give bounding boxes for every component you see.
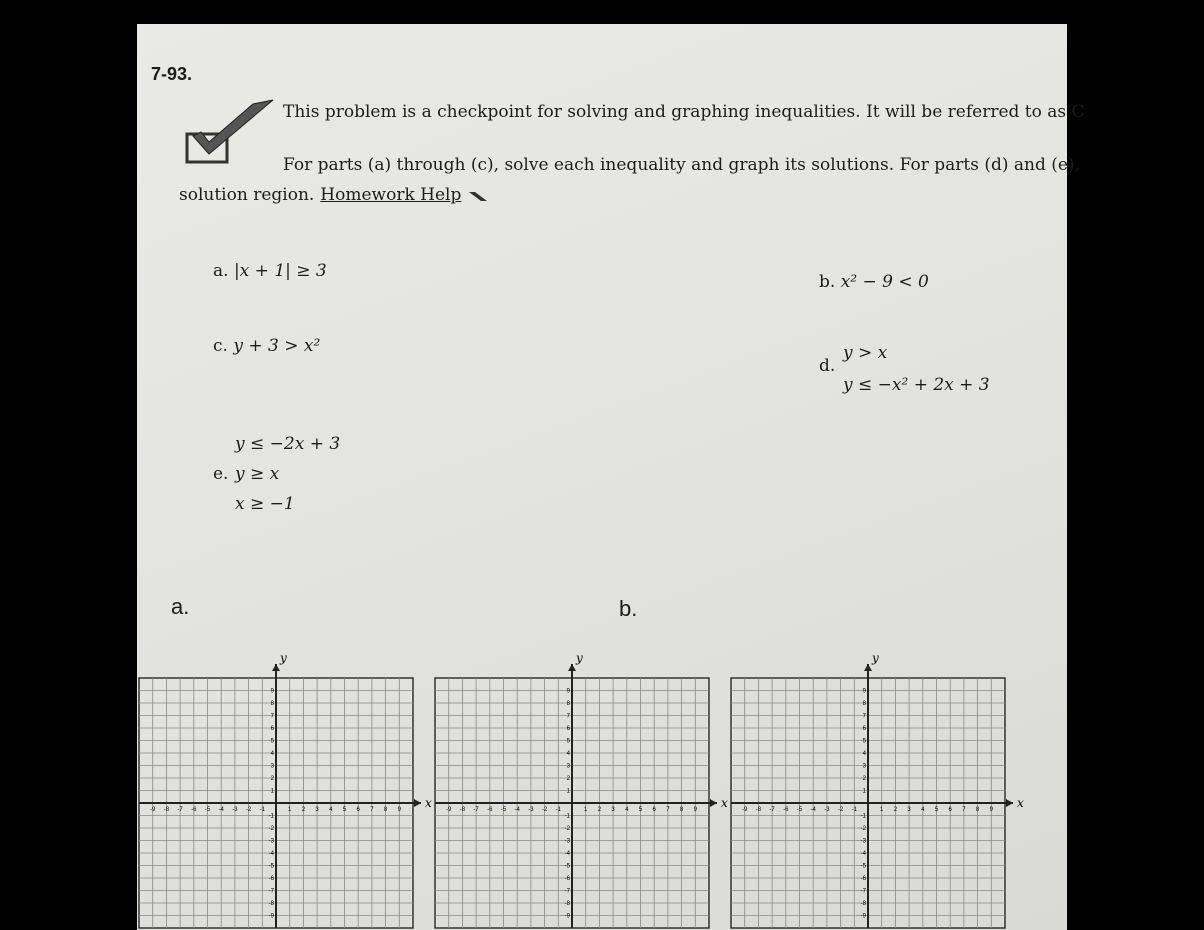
y-tick-label: -5 (268, 863, 274, 870)
y-tick-label: -8 (564, 901, 570, 907)
checkpoint-icon (183, 96, 278, 166)
x-tick-label: -6 (487, 807, 493, 813)
part-d-line1: y > x (843, 343, 888, 363)
y-tick-label: -3 (268, 838, 274, 845)
y-tick-label: -1 (268, 813, 274, 820)
y-tick-label: -3 (860, 838, 866, 845)
y-tick-label: 9 (862, 688, 866, 695)
coordinate-grid-b[interactable] (433, 650, 728, 930)
y-tick-label: 1 (566, 788, 570, 795)
y-tick-label: 8 (566, 701, 570, 707)
x-tick-label: -7 (473, 807, 479, 813)
x-tick-label: 3 (315, 807, 319, 813)
x-tick-label: 8 (383, 807, 388, 813)
x-tick-label: -5 (204, 807, 211, 813)
y-tick-label: 2 (862, 776, 866, 782)
x-tick-label: 2 (301, 807, 306, 813)
y-tick-label: -7 (860, 888, 866, 895)
x-tick-label: 2 (893, 807, 898, 813)
y-tick-label: -8 (268, 901, 274, 907)
x-tick-label: -3 (824, 807, 830, 813)
x-tick-label: 5 (638, 807, 643, 813)
x-tick-label: 2 (597, 807, 602, 813)
x-tick-label: -3 (528, 807, 534, 813)
y-tick-label: 3 (862, 763, 866, 770)
part-b: b. x² − 9 < 0 (819, 272, 929, 292)
x-tick-label: -2 (245, 807, 252, 813)
y-tick-label: 4 (270, 751, 274, 757)
y-tick-label: 3 (566, 763, 570, 770)
y-tick-label: -4 (860, 851, 866, 857)
y-tick-label: 7 (566, 713, 570, 720)
part-c: c. y + 3 > x² (213, 336, 321, 356)
x-tick-label: -1 (851, 807, 857, 813)
y-tick-label: -9 (860, 913, 866, 920)
x-tick-label: -4 (218, 807, 224, 813)
x-tick-label: -9 (150, 807, 156, 813)
x-tick-label: -2 (541, 807, 548, 813)
x-tick-label: 3 (907, 807, 911, 813)
y-tick-label: -9 (268, 913, 274, 920)
y-tick-label: -7 (268, 888, 274, 895)
coordinate-grid-a[interactable] (137, 650, 432, 930)
x-tick-label: -2 (837, 807, 844, 813)
y-tick-label: -1 (860, 813, 866, 820)
x-tick-label: -5 (500, 807, 507, 813)
graph-b-label: b. (619, 596, 638, 621)
y-tick-label: 3 (270, 763, 274, 770)
pencil-icon (467, 190, 489, 202)
x-tick-label: -4 (810, 807, 816, 813)
y-tick-label: 2 (566, 776, 570, 782)
x-tick-label: -4 (514, 807, 520, 813)
x-axis-arrow (710, 799, 717, 807)
y-tick-label: -4 (268, 851, 274, 857)
y-tick-label: 2 (270, 776, 274, 782)
y-tick-label: 4 (862, 751, 866, 757)
part-d-line2: y ≤ −x² + 2x + 3 (843, 375, 990, 395)
x-tick-label: -5 (796, 807, 803, 813)
y-tick-label: 7 (270, 713, 274, 720)
x-tick-label: 8 (679, 807, 684, 813)
x-tick-label: -8 (755, 807, 762, 813)
part-e-label: e. (213, 464, 229, 484)
y-axis-label: y (280, 651, 287, 665)
part-e-line3: x ≥ −1 (235, 494, 295, 514)
y-tick-label: -4 (564, 851, 570, 857)
y-tick-label: 5 (270, 738, 274, 745)
part-a: a. |x + 1| ≥ 3 (213, 261, 327, 281)
y-tick-label: 7 (862, 713, 866, 720)
worksheet-page (137, 24, 1085, 930)
y-tick-label: -2 (268, 826, 274, 832)
y-tick-label: -5 (860, 863, 866, 870)
y-tick-label: -6 (268, 876, 274, 882)
x-tick-label: -8 (459, 807, 466, 813)
x-tick-label: 9 (989, 807, 993, 813)
y-tick-label: -2 (860, 826, 866, 832)
x-tick-label: 3 (611, 807, 615, 813)
intro-text-1: This problem is a checkpoint for solving and graphing inequalities. It will be referred to as C (283, 102, 1085, 122)
y-tick-label: 5 (862, 738, 866, 745)
x-tick-label: 7 (962, 807, 966, 813)
x-tick-label: -1 (555, 807, 561, 813)
x-tick-label: 5 (934, 807, 939, 813)
coordinate-grid-c[interactable] (729, 650, 1024, 930)
x-axis-arrow (414, 799, 421, 807)
x-tick-label: -7 (769, 807, 775, 813)
graph-a-label: a. (171, 594, 190, 619)
y-tick-label: -1 (564, 813, 570, 820)
x-tick-label: -9 (446, 807, 452, 813)
x-tick-label: -8 (163, 807, 170, 813)
x-tick-label: 6 (356, 807, 360, 813)
y-axis-label: y (576, 651, 583, 665)
y-tick-label: 8 (270, 701, 274, 707)
y-axis-arrow (568, 664, 576, 671)
part-e-line2: y ≥ x (235, 464, 280, 484)
x-tick-label: 4 (921, 807, 925, 813)
y-tick-label: 8 (862, 701, 866, 707)
x-tick-label: -7 (177, 807, 183, 813)
x-tick-label: 9 (397, 807, 401, 813)
y-tick-label: 1 (862, 788, 866, 795)
x-tick-label: 7 (666, 807, 670, 813)
intro-text-3: solution region. Homework Help (179, 185, 489, 205)
part-d-label: d. (819, 356, 836, 376)
y-tick-label: -6 (564, 876, 570, 882)
x-axis-label: x (1017, 796, 1024, 810)
x-axis-label: x (425, 796, 432, 810)
y-tick-label: 5 (566, 738, 570, 745)
y-tick-label: -2 (564, 826, 570, 832)
y-tick-label: -6 (860, 876, 866, 882)
x-tick-label: 6 (652, 807, 656, 813)
y-tick-label: 6 (566, 726, 570, 732)
problem-number: 7-93. (151, 64, 193, 84)
y-axis-arrow (864, 664, 872, 671)
y-tick-label: -5 (564, 863, 570, 870)
y-tick-label: -7 (564, 888, 570, 895)
x-tick-label: -9 (742, 807, 748, 813)
x-tick-label: 9 (693, 807, 697, 813)
y-axis-label: y (872, 651, 879, 665)
y-tick-label: -8 (860, 901, 866, 907)
x-axis-arrow (1006, 799, 1013, 807)
x-axis-label: x (721, 796, 728, 810)
y-tick-label: 1 (270, 788, 274, 795)
y-tick-label: 6 (270, 726, 274, 732)
x-tick-label: 1 (880, 807, 884, 813)
part-e-line1: y ≤ −2x + 3 (235, 434, 341, 454)
x-tick-label: -6 (783, 807, 789, 813)
y-tick-label: -9 (564, 913, 570, 920)
y-tick-label: 9 (270, 688, 274, 695)
y-tick-label: 9 (566, 688, 570, 695)
x-tick-label: -1 (259, 807, 265, 813)
x-tick-label: 4 (625, 807, 629, 813)
homework-help-link[interactable]: Homework Help (320, 185, 462, 205)
x-tick-label: -6 (191, 807, 197, 813)
x-tick-label: 1 (288, 807, 292, 813)
x-tick-label: 6 (948, 807, 952, 813)
x-tick-label: 5 (342, 807, 347, 813)
y-tick-label: 4 (566, 751, 570, 757)
x-tick-label: 7 (370, 807, 374, 813)
y-tick-label: -3 (564, 838, 570, 845)
x-tick-label: -3 (232, 807, 238, 813)
x-tick-label: 4 (329, 807, 333, 813)
y-tick-label: 6 (862, 726, 866, 732)
intro-text-2: For parts (a) through (c), solve each inequality and graph its solutions. For parts (d) and (e), (283, 155, 1080, 175)
x-tick-label: 1 (584, 807, 588, 813)
y-axis-arrow (272, 664, 280, 671)
x-tick-label: 8 (975, 807, 980, 813)
